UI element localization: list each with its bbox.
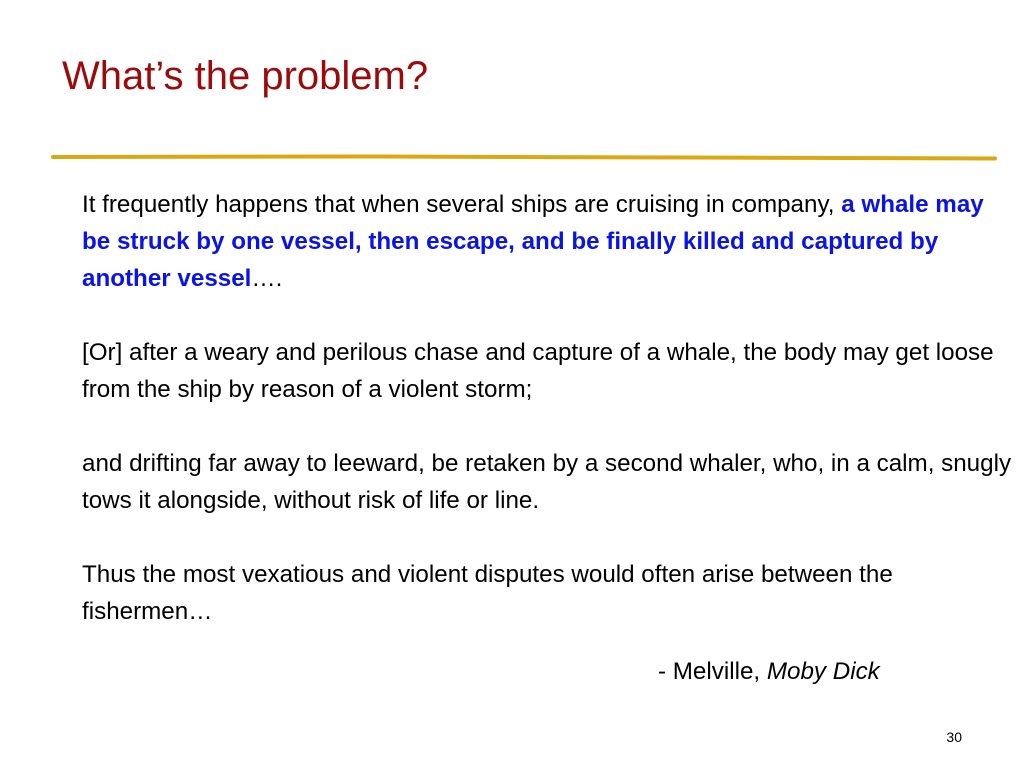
paragraph-1-ellipsis: ….: [251, 265, 283, 292]
quote-paragraph-4: Thus the most vexatious and violent disputes would often arise between the fishermen…: [82, 561, 893, 625]
attribution-work-title: Moby Dick: [766, 658, 880, 685]
paragraph-1-text: It frequently happens that when several ships are cruising in company,: [82, 191, 842, 218]
slide-title: What’s the problem?: [62, 54, 429, 98]
title-divider-line: [53, 157, 995, 159]
attribution: [658, 653, 880, 690]
paragraph-1-emphasis: a whale may be struck by one vessel, then escape, and be finally killed and captured by another vessel: [82, 191, 984, 292]
quote-paragraph-3: and drifting far away to leeward, be retaken by a second whaler, who, in a calm, snugly tows it alongside, without risk of life or line.: [82, 450, 1012, 514]
title-divider: [53, 150, 995, 166]
page-number: 30: [946, 729, 962, 745]
quote-paragraph-2: [Or] after a weary and perilous chase and capture of a whale, the body may get loose from the ship by reason of a violent storm;: [82, 339, 994, 403]
attribution-author: - Melville,: [658, 658, 767, 685]
quote-body: [82, 186, 1012, 630]
quote-paragraph-1: [82, 186, 1012, 297]
